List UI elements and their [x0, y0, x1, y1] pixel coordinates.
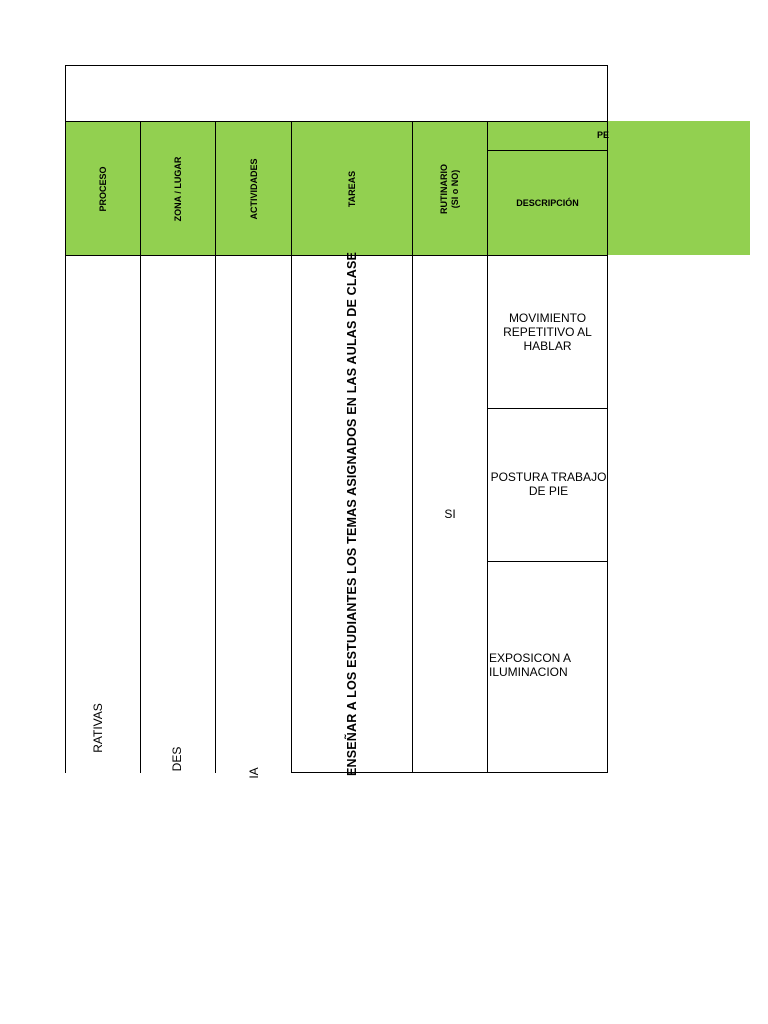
cell-zona [141, 256, 215, 772]
cell-descripcion-2 [488, 409, 607, 561]
cell-proceso-text: RATIVAS [91, 703, 105, 753]
cell-descripcion-3 [488, 562, 607, 772]
header-zona [141, 122, 215, 255]
group-header-label: PE [597, 130, 610, 140]
cell-actividades-text: IA [247, 767, 261, 779]
cell-actividades [216, 256, 291, 779]
header-actividades-label: ACTIVIDADES [248, 157, 259, 220]
header-proceso [66, 122, 140, 255]
header-rutinario-line2: (SI o NO) [450, 169, 460, 208]
header-tareas [292, 122, 412, 255]
bottom-border [291, 772, 608, 773]
header-band-extension [608, 121, 750, 255]
header-descripcion-label: DESCRIPCIÓN [516, 198, 579, 208]
header-rutinario-label [439, 164, 461, 214]
cell-proceso [66, 256, 140, 772]
cell-tarea-text: ENSEÑAR A LOS ESTUDIANTES LOS TEMAS ASIGNADOS EN LAS AULAS DE CLASE [345, 251, 359, 777]
header-proceso-label: PROCESO [98, 165, 108, 212]
right-border [607, 65, 608, 773]
header-rutinario-line1: RUTINARIO [439, 163, 449, 214]
cell-descripcion-1-text: MOVIMIENTO REPETITIVO AL HABLAR [503, 311, 592, 353]
group-header-cell [488, 122, 610, 150]
cell-rutinario [413, 256, 487, 772]
cell-descripcion-1 [488, 256, 607, 408]
cell-descripcion-2-text: POSTURA TRABAJO DE PIE [490, 470, 607, 498]
header-tareas-label: TAREAS [347, 170, 357, 207]
header-zona-label: ZONA / LUGAR [173, 156, 183, 221]
header-descripcion [488, 151, 607, 255]
cell-descripcion-3-text: EXPOSICON A ILUMINACION [489, 651, 571, 679]
header-actividades [216, 122, 291, 255]
cell-zona-text: DES [170, 746, 184, 772]
cell-tarea [292, 251, 412, 777]
top-border [65, 65, 608, 66]
header-rutinario [413, 122, 487, 255]
cell-rutinario-text: SI [444, 507, 456, 521]
